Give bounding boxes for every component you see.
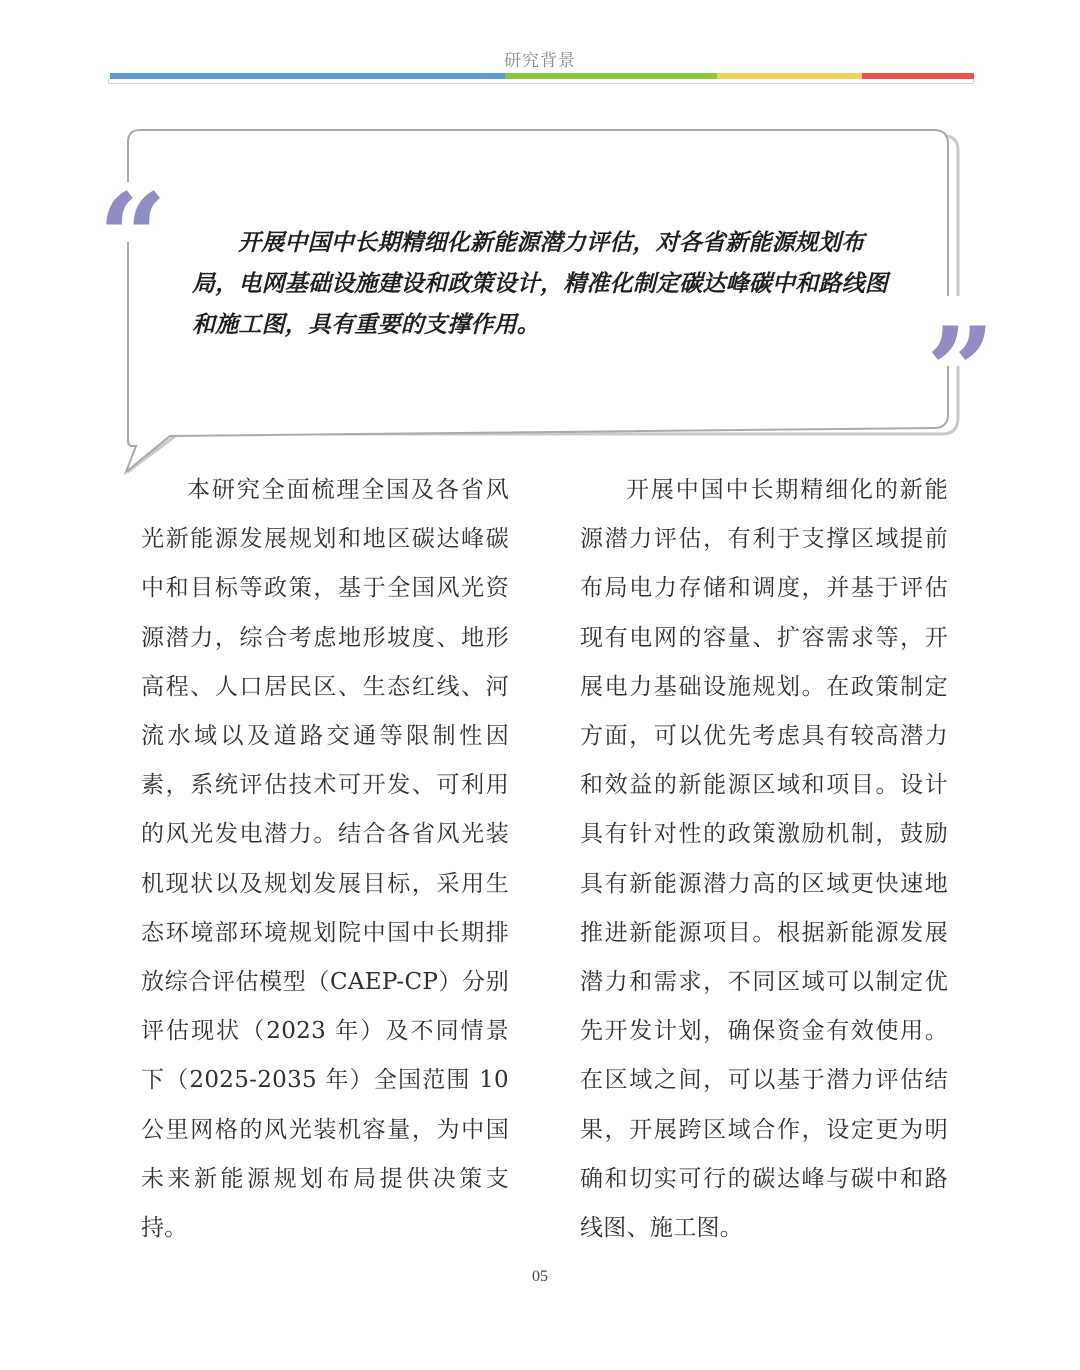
pull-quote-text: 开展中国中长期精细化新能源潜力评估，对各省新能源规划布局，电网基础设施建设和政策设计，精准化制定碳达峰碳中和路线图和施工图，具有重要的支撑作用。 xyxy=(192,229,888,338)
open-quote-mark: “ xyxy=(98,167,168,308)
close-quote-mark: ” xyxy=(926,301,996,442)
body-left-column: 本研究全面梳理全国及各省风光新能源发展规划和地区碳达峰碳中和目标等政策，基于全国风光资源潜力，综合考虑地形坡度、地形高程、人口居民区、生态红线、河流水域以及道路交通等限制性因素，系统评估技术可开发、可利用的风光发电潜力。结合各省风光装机现状以及规划发展目标，采用生态环境部环境规划院中国中长期排放综合评估模型（CAEP-CP）分别评估现状（2023 年）及不同情景下（2025-2035 年）全国范围 10 公里网格的风光装机容量，为中国未来新能源规划布局提供决策支持。 xyxy=(141,477,509,1242)
page-header-title: 研究背景 xyxy=(504,51,576,71)
page-number: 05 xyxy=(532,1268,548,1285)
body-right-column: 开展中国中长期精细化的新能源潜力评估，有利于支撑区域提前布局电力存储和调度，并基于评估现有电网的容量、扩容需求等，开展电力基础设施规划。在政策制定方面，可以优先考虑具有较高潜力和效益的新能源区域和项目。设计具有针对性的政策激励机制，鼓励具有新能源潜力高的区域更快速地推进新能源项目。根据新能源发展潜力和需求，不同区域可以制定优先开发计划，确保资金有效使用。在区域之间，可以基于潜力评估结果，开展跨区域合作，设定更为明确和切实可行的碳达峰与碳中和路线图、施工图。 xyxy=(580,477,948,1242)
